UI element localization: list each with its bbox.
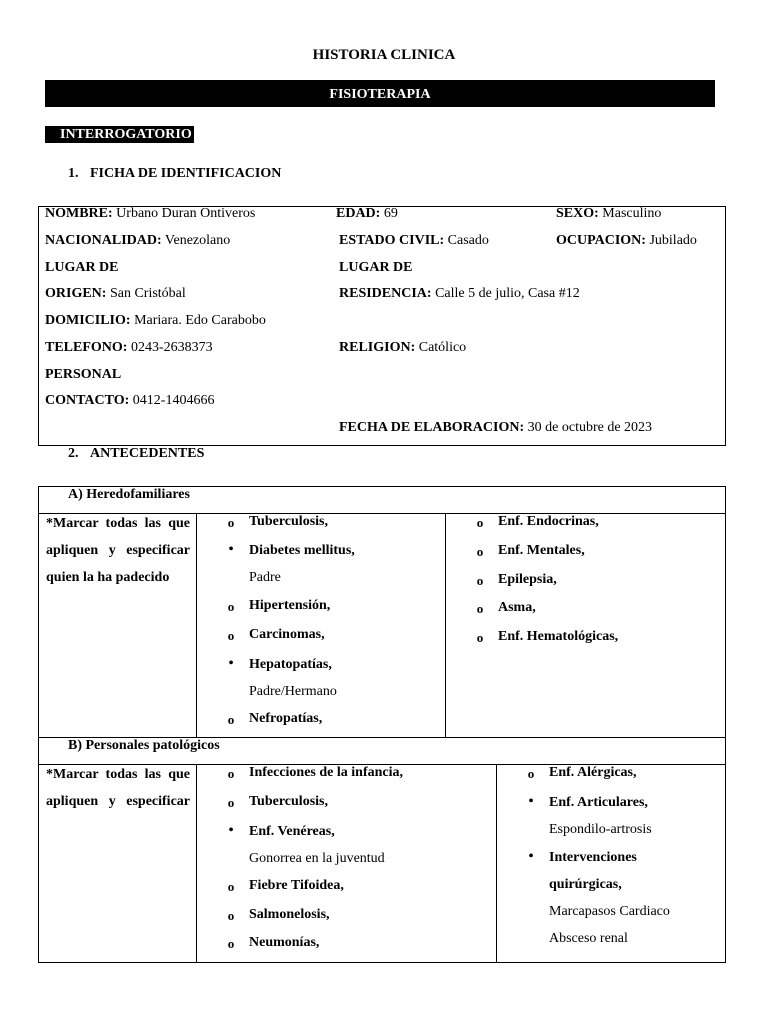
hollow-bullet-icon <box>224 628 238 644</box>
field-estado-civil: ESTADO CIVIL: Casado <box>339 233 489 248</box>
bullet-icon <box>524 848 538 866</box>
divider <box>196 764 197 963</box>
bullet-icon <box>224 655 238 673</box>
hollow-bullet-icon <box>224 766 238 782</box>
patologicos-instructions: *Marcar todas las que apliquen y especificar <box>46 767 190 809</box>
field-ocupacion: OCUPACION: Jubilado <box>556 233 697 248</box>
divider <box>196 513 197 738</box>
field-lugar-origen: ORIGEN: San Cristóbal <box>45 286 186 301</box>
fisioterapia-banner: FISIOTERAPIA <box>45 80 715 107</box>
document-title: HISTORIA CLINICA <box>312 47 456 63</box>
bullet-icon <box>224 541 238 559</box>
hollow-bullet-icon <box>224 795 238 811</box>
bullet-icon <box>524 793 538 811</box>
field-sexo: SEXO: Masculino <box>556 206 662 221</box>
section-ficha-heading <box>68 166 281 182</box>
field-lugar-origen-label: LUGAR DE <box>45 260 119 275</box>
field-lugar-residencia: RESIDENCIA: Calle 5 de julio, Casa #12 <box>339 286 580 301</box>
field-nacionalidad: NACIONALIDAD: Venezolano <box>45 233 231 248</box>
section-title: ANTECEDENTES <box>90 446 205 461</box>
hollow-bullet-icon <box>473 515 487 531</box>
field-contacto: CONTACTO: 0412-1404666 <box>45 393 215 408</box>
hollow-bullet-icon <box>224 599 238 615</box>
hollow-bullet-icon <box>224 515 238 531</box>
divider <box>496 764 497 963</box>
hollow-bullet-icon <box>473 601 487 617</box>
hollow-bullet-icon <box>473 573 487 589</box>
field-nombre: NOMBRE: Urbano Duran Ontiveros <box>45 206 256 221</box>
section-antecedentes-heading <box>68 446 204 462</box>
section-number: 2. <box>68 446 79 461</box>
hollow-bullet-icon <box>224 936 238 952</box>
hollow-bullet-icon <box>224 908 238 924</box>
field-edad: EDAD: 69 <box>336 206 398 221</box>
divider <box>445 513 446 738</box>
section-title: FICHA DE IDENTIFICACION <box>90 166 282 181</box>
section-number: 1. <box>68 166 79 181</box>
field-fecha-elaboracion: FECHA DE ELABORACION: 30 de octubre de 2023 <box>339 420 653 435</box>
field-domicilio: DOMICILIO: Mariara. Edo Carabobo <box>45 313 266 328</box>
patologicos-header: B) Personales patológicos <box>68 738 220 753</box>
hollow-bullet-icon <box>473 630 487 646</box>
hollow-bullet-icon <box>224 712 238 728</box>
heredo-instructions: *Marcar todas las que apliquen y especificar quien la ha padecido <box>46 516 190 585</box>
field-lugar-residencia-label: LUGAR DE <box>339 260 413 275</box>
hollow-bullet-icon <box>473 544 487 560</box>
bullet-icon <box>224 822 238 840</box>
field-telefono: TELEFONO: 0243-2638373 <box>45 340 213 355</box>
field-religion: RELIGION: Católico <box>339 340 467 355</box>
hollow-bullet-icon <box>524 766 538 782</box>
field-contacto-label: PERSONAL <box>45 367 122 382</box>
interrogatorio-tag: INTERROGATORIO <box>45 126 194 143</box>
hollow-bullet-icon <box>224 879 238 895</box>
heredofamiliares-header: A) Heredofamiliares <box>68 487 190 502</box>
